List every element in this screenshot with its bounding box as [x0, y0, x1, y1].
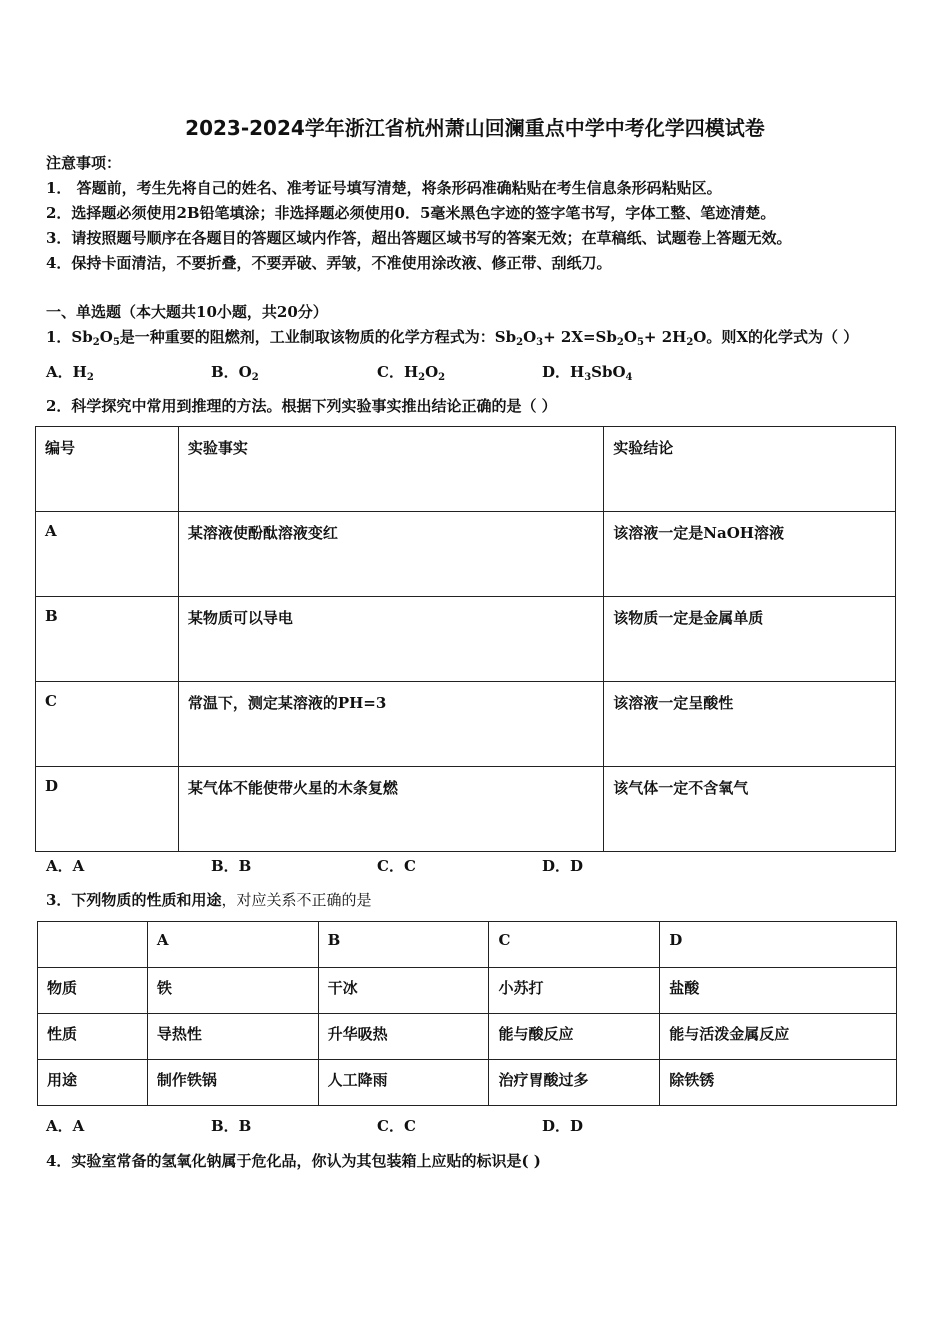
question-4: 4．实验室常备的氢氧化钠属于危化品，你认为其包装箱上应贴的标识是( ): [46, 1152, 541, 1170]
table-row: [38, 968, 897, 1014]
q2-option-d[interactable]: D．D: [542, 857, 584, 875]
table-header-row: [38, 922, 897, 968]
table-cell: 常温下，测定某溶液的PH=3: [178, 682, 603, 767]
q1-option-b[interactable]: B．$O_2$: [211, 363, 259, 383]
table-header: C: [489, 922, 660, 968]
page-title: 2023-2024学年浙江省杭州萧山回澜重点中学中考化学四模试卷: [185, 116, 765, 140]
section-heading: 一、单选题（本大题共10小题，共20分）: [46, 303, 328, 321]
table-row: [36, 512, 896, 597]
q3-option-b[interactable]: B．B: [211, 1117, 252, 1135]
table-cell: 铁: [147, 968, 318, 1014]
table-cell: 该溶液一定呈酸性: [604, 682, 896, 767]
table-cell: 制作铁锅: [147, 1060, 318, 1106]
table-cell: 导热性: [147, 1014, 318, 1060]
table-cell: 升华吸热: [318, 1014, 489, 1060]
table-row: [38, 1014, 897, 1060]
notice-heading: 注意事项：: [46, 154, 122, 172]
table-cell: D: [36, 767, 179, 852]
q2-table: [35, 426, 896, 852]
table-header: 实验结论: [604, 427, 896, 512]
q2-option-a[interactable]: A．A: [46, 857, 85, 875]
table-cell: 干冰: [318, 968, 489, 1014]
notice-item: 4．保持卡面清洁，不要折叠，不要弄破、弄皱，不准使用涂改液、修正带、刮纸刀。: [46, 254, 612, 272]
table-header: 实验事实: [178, 427, 603, 512]
table-cell: 某溶液使酚酞溶液变红: [178, 512, 603, 597]
table-header: 编号: [36, 427, 179, 512]
notice-item: 2．选择题必须使用2B铅笔填涂；非选择题必须使用0．5毫米黑色字迹的签字笔书写，字体工整、笔迹清楚。: [46, 204, 776, 222]
table-cell: 物质: [38, 968, 148, 1014]
table-cell: 该气体一定不含氧气: [604, 767, 896, 852]
table-cell: 治疗胃酸过多: [489, 1060, 660, 1106]
table-row: [36, 682, 896, 767]
q1-option-d[interactable]: D．$H_3SbO_4$: [542, 363, 633, 383]
table-header: D: [660, 922, 897, 968]
table-header: [38, 922, 148, 968]
table-cell: 性质: [38, 1014, 148, 1060]
table-cell: 某物质可以导电: [178, 597, 603, 682]
table-cell: 能与活泼金属反应: [660, 1014, 897, 1060]
table-row: [36, 597, 896, 682]
table-header-row: [36, 427, 896, 512]
table-cell: 某气体不能使带火星的木条复燃: [178, 767, 603, 852]
q1-option-c[interactable]: C．$H_2O_2$: [377, 363, 446, 383]
q3-option-a[interactable]: A．A: [46, 1117, 85, 1135]
table-row: [36, 767, 896, 852]
q2-option-c[interactable]: C．C: [377, 857, 416, 875]
table-cell: 用途: [38, 1060, 148, 1106]
q3-option-c[interactable]: C．C: [377, 1117, 416, 1135]
table-cell: B: [36, 597, 179, 682]
table-cell: 该物质一定是金属单质: [604, 597, 896, 682]
table-header: A: [147, 922, 318, 968]
q1-option-a[interactable]: A．$H_2$: [46, 363, 94, 383]
table-cell: 该溶液一定是NaOH溶液: [604, 512, 896, 597]
table-cell: C: [36, 682, 179, 767]
question-2: 2．科学探究中常用到推理的方法。根据下列实验事实推出结论正确的是（ ）: [46, 397, 557, 415]
question-1: 1．$Sb_2O_5$是一种重要的阻燃剂，工业制取该物质的化学方程式为：$Sb_2O_3+ 2X=Sb_2O_5+ 2H_2O$。则X的化学式为（ ）: [46, 328, 859, 348]
table-header: B: [318, 922, 489, 968]
table-row: [38, 1060, 897, 1106]
q3-table: [37, 921, 897, 1106]
notice-item: 1． 答题前，考生先将自己的姓名、准考证号填写清楚，将条形码准确粘贴在考生信息条形码粘贴区。: [46, 179, 722, 197]
table-cell: 小苏打: [489, 968, 660, 1014]
table-cell: A: [36, 512, 179, 597]
q2-option-b[interactable]: B．B: [211, 857, 252, 875]
table-cell: 盐酸: [660, 968, 897, 1014]
table-cell: 除铁锈: [660, 1060, 897, 1106]
q3-option-d[interactable]: D．D: [542, 1117, 584, 1135]
question-3: 3．下列物质的性质和用途，对应关系不正确的是: [46, 891, 372, 909]
notice-item: 3．请按照题号顺序在各题目的答题区域内作答，超出答题区域书写的答案无效；在草稿纸、试题卷上答题无效。: [46, 229, 792, 247]
table-cell: 能与酸反应: [489, 1014, 660, 1060]
table-cell: 人工降雨: [318, 1060, 489, 1106]
